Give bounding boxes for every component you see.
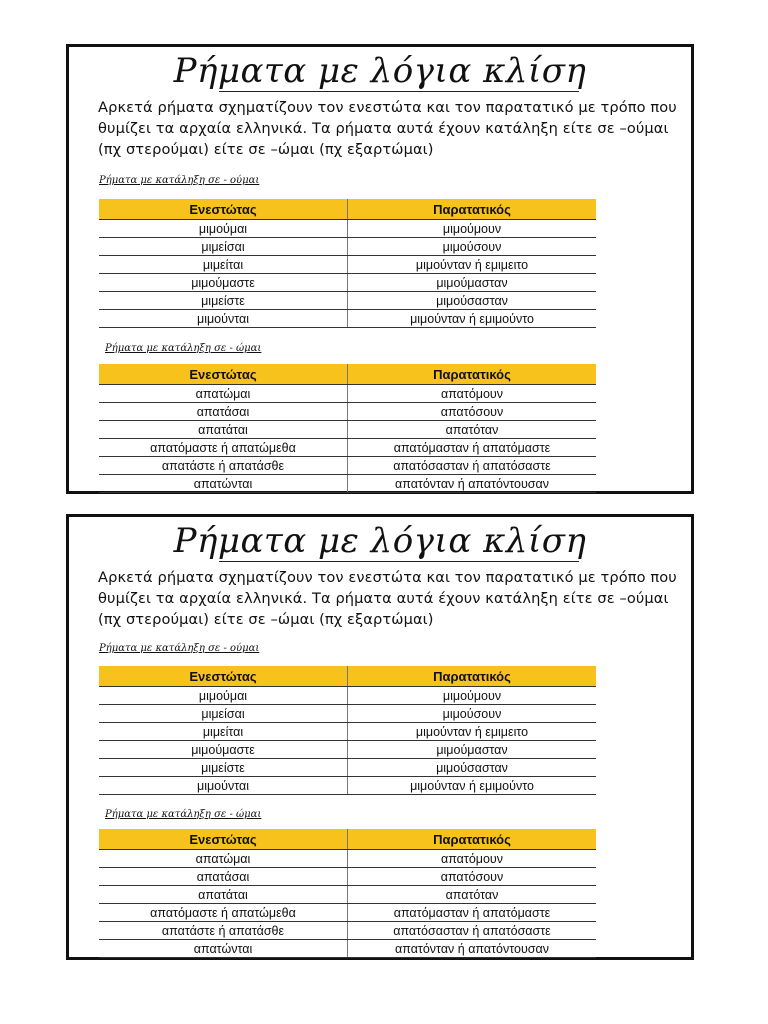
header-imperfect: Παρατατικός (348, 199, 597, 220)
imperfect-cell: απατόμουν (348, 850, 597, 868)
table-header-row (99, 364, 596, 385)
present-cell: μιμείται (99, 723, 348, 741)
table-row (99, 850, 596, 868)
present-cell: μιμείστε (99, 292, 348, 310)
section-label-oumai: Ρήματα με κατάληξη σε - ούμαι (99, 643, 260, 654)
present-cell: απατόμαστε ή απατώμεθα (99, 904, 348, 922)
table-header-row (99, 199, 596, 220)
table-oumai (99, 199, 596, 328)
present-cell: μιμούμαι (99, 687, 348, 705)
present-cell: μιμούμαστε (99, 741, 348, 759)
table-row (99, 439, 596, 457)
present-cell: απατάστε ή απατάσθε (99, 922, 348, 940)
table-oumai (99, 666, 596, 795)
present-cell: μιμείται (99, 256, 348, 274)
imperfect-cell: μιμούνταν ή εμιμούντο (348, 310, 597, 328)
imperfect-cell: απατόμασταν ή απατόμαστε (348, 904, 597, 922)
header-imperfect: Παρατατικός (348, 364, 597, 385)
table-header-row (99, 666, 596, 687)
table-row (99, 759, 596, 777)
header-present: Ενεστώτας (99, 829, 348, 850)
present-cell: απατόμαστε ή απατώμεθα (99, 439, 348, 457)
imperfect-cell: απατόνταν ή απατόντουσαν (348, 475, 597, 493)
present-cell: μιμείστε (99, 759, 348, 777)
header-imperfect: Παρατατικός (348, 666, 597, 687)
imperfect-cell: μιμούσουν (348, 238, 597, 256)
present-cell: απατάται (99, 421, 348, 439)
present-cell: απατάται (99, 886, 348, 904)
imperfect-cell: μιμούνταν ή εμιμειτο (348, 723, 597, 741)
table-header-row (99, 829, 596, 850)
table-row (99, 475, 596, 493)
present-cell: απατώμαι (99, 850, 348, 868)
table-row (99, 741, 596, 759)
title-underline (219, 561, 579, 562)
table-row (99, 940, 596, 958)
present-cell: απατάσαι (99, 403, 348, 421)
imperfect-cell: μιμούνταν ή εμιμειτο (348, 256, 597, 274)
table-row (99, 705, 596, 723)
section-label-omai: Ρήματα με κατάληξη σε - ώμαι (105, 343, 262, 354)
present-cell: απατώνται (99, 475, 348, 493)
table-row (99, 220, 596, 238)
imperfect-cell: μιμούμασταν (348, 741, 597, 759)
imperfect-cell: μιμούμουν (348, 220, 597, 238)
present-cell: απατώμαι (99, 385, 348, 403)
present-cell: μιμούνται (99, 310, 348, 328)
imperfect-cell: μιμούσασταν (348, 759, 597, 777)
worksheet-card-top (66, 44, 694, 494)
imperfect-cell: μιμούσουν (348, 705, 597, 723)
table-row (99, 457, 596, 475)
header-present: Ενεστώτας (99, 199, 348, 220)
table-row (99, 385, 596, 403)
imperfect-cell: μιμούσασταν (348, 292, 597, 310)
imperfect-cell: απατόταν (348, 421, 597, 439)
present-cell: μιμούμαστε (99, 274, 348, 292)
table-row (99, 904, 596, 922)
table-row (99, 238, 596, 256)
table-row (99, 256, 596, 274)
section-label-omai: Ρήματα με κατάληξη σε - ώμαι (105, 809, 262, 820)
table-row (99, 421, 596, 439)
table-row (99, 922, 596, 940)
table-row (99, 310, 596, 328)
table-row (99, 687, 596, 705)
table-row (99, 868, 596, 886)
worksheet-card-bottom (66, 514, 694, 960)
table-row (99, 274, 596, 292)
imperfect-cell: μιμούμασταν (348, 274, 597, 292)
imperfect-cell: απατόσουν (348, 868, 597, 886)
imperfect-cell: μιμούμουν (348, 687, 597, 705)
intro-paragraph: Αρκετά ρήματα σχηματίζουν τον ενεστώτα και τον παρατατικό με τρόπο που θυμίζει τα αρχαία ελληνικά. Τα ρήματα αυτά έχουν κατάληξη είτε σε –ούμαι (πχ στερούμαι) είτε σε –ώμαι (πχ εξαρτώμαι) (98, 99, 677, 158)
present-cell: απατάσαι (99, 868, 348, 886)
table-row (99, 403, 596, 421)
present-cell: μιμείσαι (99, 705, 348, 723)
intro-paragraph: Αρκετά ρήματα σχηματίζουν τον ενεστώτα και τον παρατατικό με τρόπο που θυμίζει τα αρχαία ελληνικά. Τα ρήματα αυτά έχουν κατάληξη είτε σε –ούμαι (πχ στερούμαι) είτε σε –ώμαι (πχ εξαρτώμαι) (98, 569, 677, 628)
present-cell: μιμείσαι (99, 238, 348, 256)
imperfect-cell: απατόταν (348, 886, 597, 904)
imperfect-cell: μιμούνταν ή εμιμούντο (348, 777, 597, 795)
present-cell: μιμούμαι (99, 220, 348, 238)
worksheet-title: Ρήματα με λόγια κλίση (173, 51, 587, 91)
imperfect-cell: απατόμασταν ή απατόμαστε (348, 439, 597, 457)
table-row (99, 777, 596, 795)
imperfect-cell: απατόσουν (348, 403, 597, 421)
table-omai (99, 364, 596, 493)
table-row (99, 292, 596, 310)
title-underline (219, 91, 579, 92)
imperfect-cell: απατόσασταν ή απατόσαστε (348, 457, 597, 475)
worksheet-title: Ρήματα με λόγια κλίση (173, 521, 587, 561)
imperfect-cell: απατόνταν ή απατόντουσαν (348, 940, 597, 958)
present-cell: απατώνται (99, 940, 348, 958)
section-label-oumai: Ρήματα με κατάληξη σε - ούμαι (99, 175, 260, 186)
table-row (99, 886, 596, 904)
header-present: Ενεστώτας (99, 364, 348, 385)
table-row (99, 723, 596, 741)
header-present: Ενεστώτας (99, 666, 348, 687)
header-imperfect: Παρατατικός (348, 829, 597, 850)
imperfect-cell: απατόμουν (348, 385, 597, 403)
imperfect-cell: απατόσασταν ή απατόσαστε (348, 922, 597, 940)
table-omai (99, 829, 596, 958)
present-cell: μιμούνται (99, 777, 348, 795)
present-cell: απατάστε ή απατάσθε (99, 457, 348, 475)
